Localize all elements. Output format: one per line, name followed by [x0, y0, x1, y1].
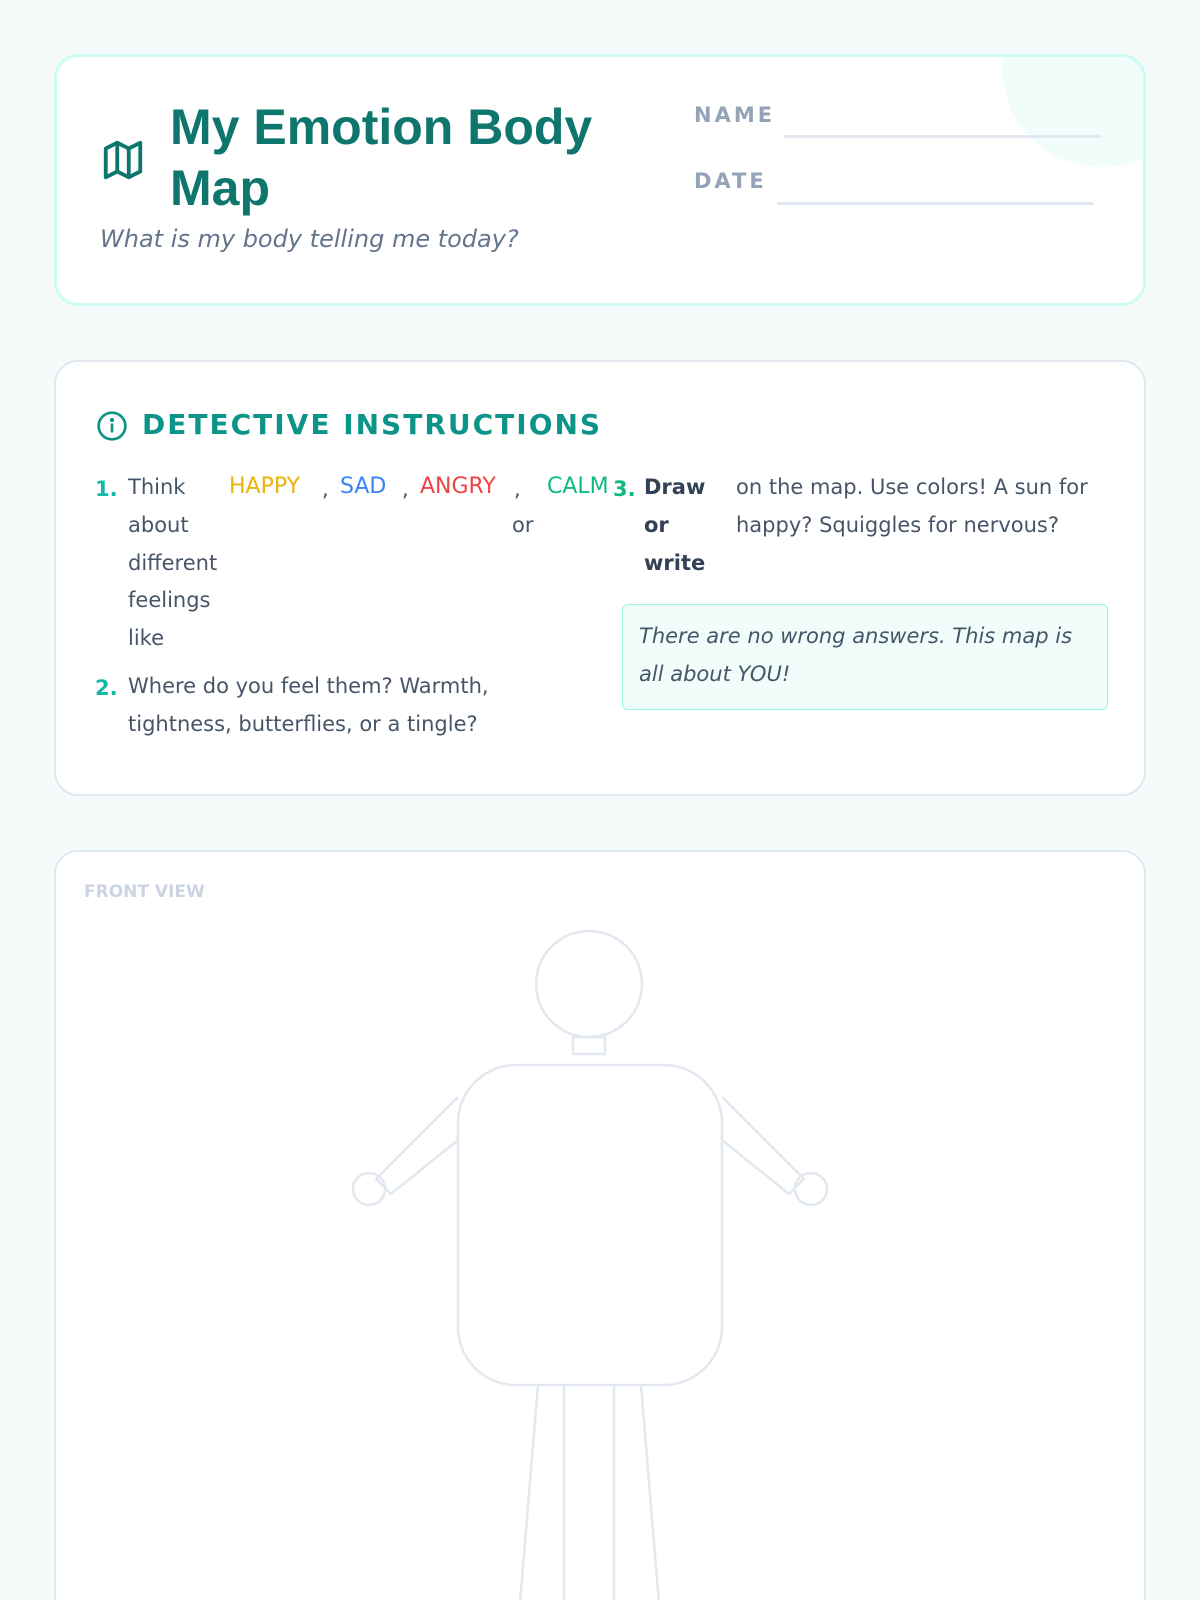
note-box: There are no wrong answers. This map is all about YOU! [622, 604, 1108, 710]
step-number: 2. [95, 676, 118, 700]
emotion-sad: SAD [340, 474, 387, 499]
step-number: 3. [613, 477, 636, 501]
step1-text: feelings [128, 588, 211, 612]
separator: , [402, 477, 409, 501]
emotion-angry: ANGRY [420, 474, 496, 499]
emotion-happy: HAPPY [229, 474, 301, 499]
step2-text: Where do you feel them? Warmth, [128, 674, 489, 698]
step2-text: tightness, butterflies, or a tingle? [128, 712, 478, 736]
info-icon [96, 410, 128, 442]
left-hand-outline [353, 1173, 385, 1205]
left-arm-outline [376, 1097, 458, 1194]
step3-text: happy? Squiggles for nervous? [736, 513, 1060, 537]
right-hand-outline [795, 1173, 827, 1205]
step3-bold: Draw [644, 475, 706, 499]
left-leg-outline [516, 1385, 538, 1600]
step1-text: about [128, 513, 189, 537]
map-icon [100, 137, 146, 183]
step3-text: on the map. Use colors! A sun for [736, 475, 1088, 499]
step3-bold: write [644, 551, 706, 575]
torso-outline [458, 1065, 722, 1385]
neck-outline [573, 1037, 605, 1054]
or-text: or [512, 513, 534, 537]
date-label: DATE [694, 169, 767, 193]
separator: , [514, 477, 521, 501]
name-label: NAME [694, 103, 776, 127]
corner-decoration [1003, 54, 1146, 167]
step1-text: different [128, 551, 218, 575]
emotion-calm: CALM [547, 474, 609, 499]
step-number: 1. [95, 477, 118, 501]
date-field[interactable] [777, 202, 1094, 205]
right-leg-outline [641, 1385, 663, 1600]
separator: , [322, 477, 329, 501]
header-card [54, 54, 1146, 306]
step1-text: like [128, 626, 165, 650]
body-map-card[interactable] [54, 850, 1146, 1600]
instructions-card [54, 360, 1146, 796]
section-title: DETECTIVE INSTRUCTIONS [142, 408, 603, 441]
view-label: FRONT VIEW [84, 882, 205, 902]
head-outline [536, 931, 642, 1037]
step1-text: Think [128, 475, 186, 499]
page-title: My Emotion Body Map [170, 99, 593, 216]
body-outline[interactable] [56, 852, 1146, 1600]
step3-bold: or [644, 513, 669, 537]
page-subtitle: What is my body telling me today? [100, 225, 519, 253]
name-field[interactable] [784, 135, 1101, 138]
right-arm-outline [722, 1097, 804, 1194]
